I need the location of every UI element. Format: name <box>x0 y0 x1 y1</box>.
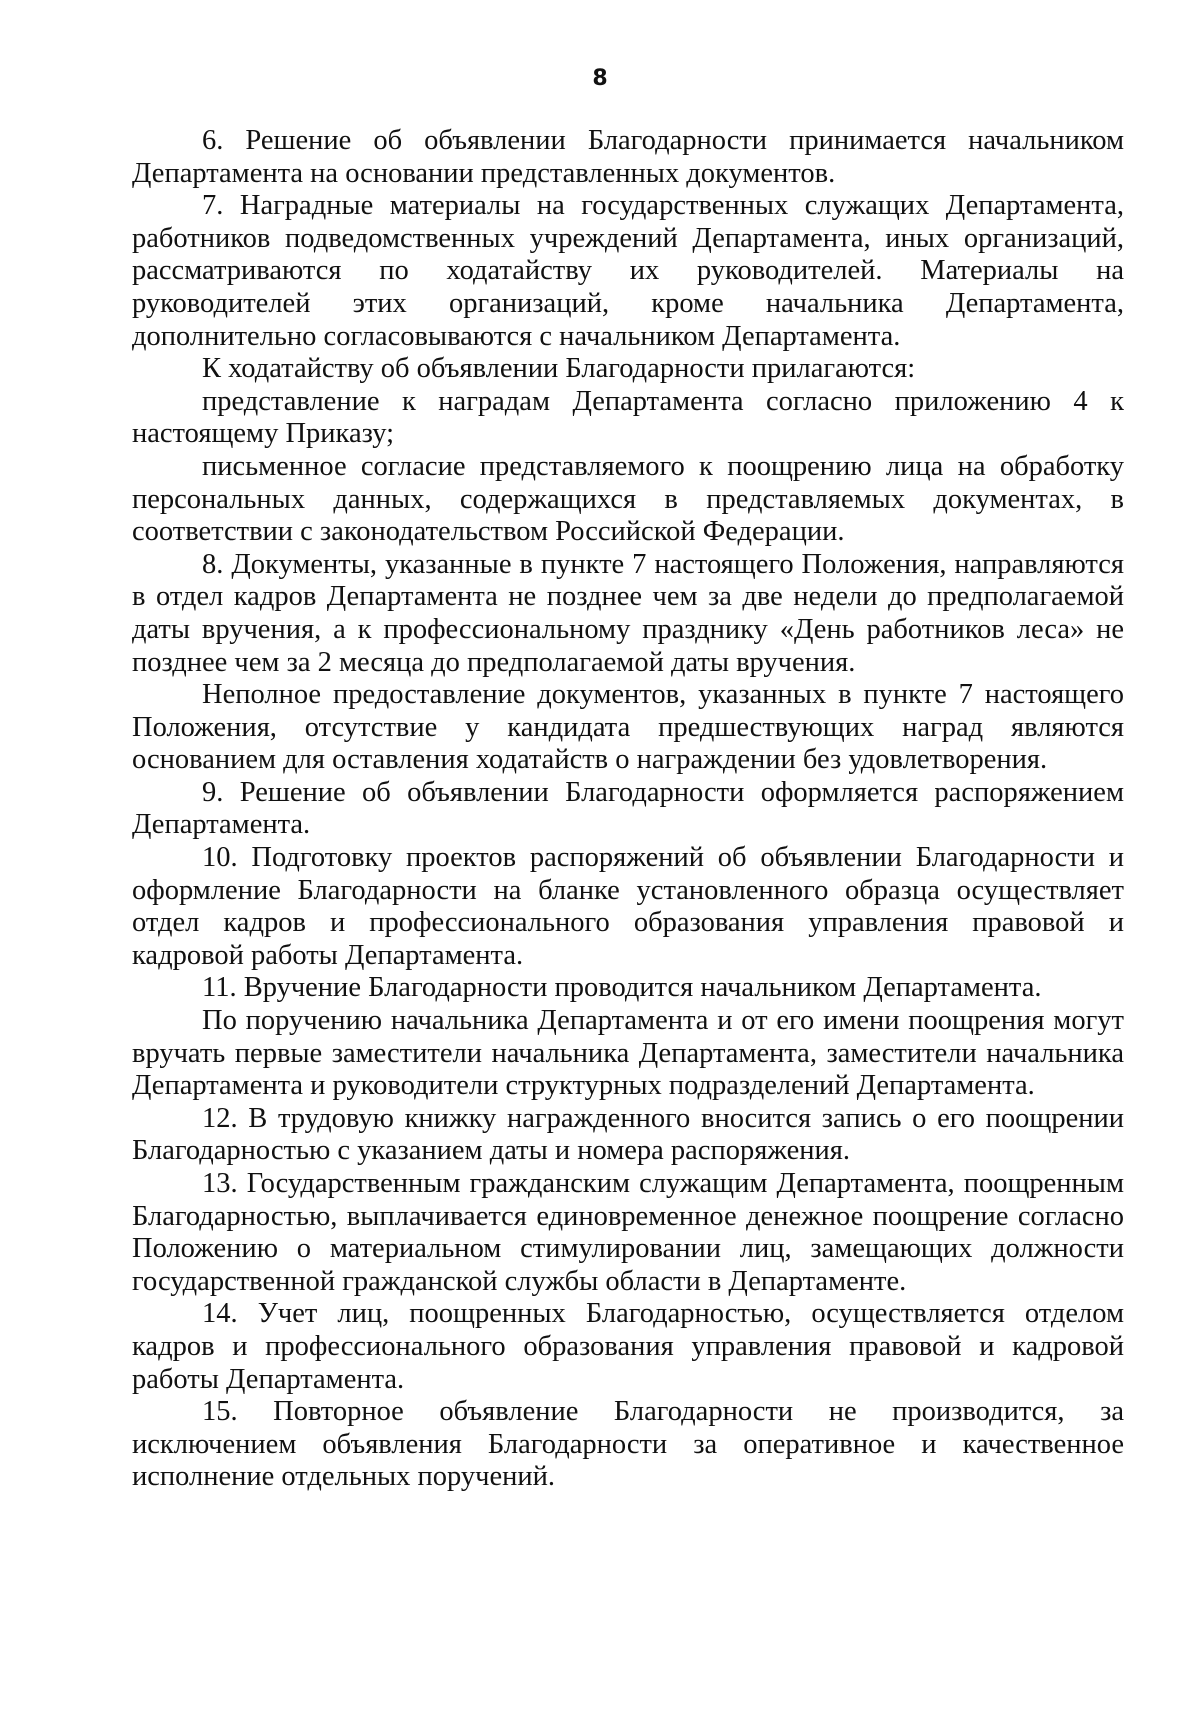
paragraph-6: 6. Решение об объявлении Благодарности принимается начальником Департамента на основании представленных документов. <box>132 125 1124 189</box>
paragraph-7-attachments-intro: К ходатайству об объявлении Благодарности прилагаются: <box>202 353 916 385</box>
paragraph-7: 7. Наградные материалы на государственных служащих Департамента, работников подведомственных учреждений Департамента, иных организаций, рассматриваются по ходатайству их руководителей. Материалы на руководителей этих организаций, кроме начальника Департамента, дополнительно согласовываются с начальником Департамента. <box>132 190 1124 352</box>
paragraph-14: 14. Учет лиц, поощренных Благодарностью, осуществляется отделом кадров и профессионального образования управления правовой и кадровой работы Департамента. <box>132 1298 1124 1395</box>
paragraph-15: 15. Повторное объявление Благодарности не производится, за исключением объявления Благодарности за оперативное и качественное исполнение отдельных поручений. <box>132 1396 1124 1493</box>
paragraph-11-note: По поручению начальника Департамента и от его имени поощрения могут вручать первые заместители начальника Департамента, заместители начальника Департамента и руководители структурных подразделений Департамента. <box>132 1005 1124 1102</box>
paragraph-11: 11. Вручение Благодарности проводится начальником Департамента. <box>202 972 1042 1004</box>
paragraph-13: 13. Государственным гражданским служащим Департамента, поощренным Благодарностью, выплачивается единовременное денежное поощрение согласно Положению о материальном стимулировании лиц, замещающих должности государственной гражданской службы области в Департаменте. <box>132 1168 1124 1297</box>
document-body <box>132 125 1124 1494</box>
paragraph-8-note: Неполное предоставление документов, указанных в пункте 7 настоящего Положения, отсутствие у кандидата предшествующих наград являются основанием для оставления ходатайств о награждении без удовлетворения. <box>132 679 1124 776</box>
paragraph-7-attachment-1: представление к наградам Департамента согласно приложению 4 к настоящему Приказу; <box>132 385 1124 450</box>
page-number: 8 <box>592 66 608 91</box>
paragraph-10: 10. Подготовку проектов распоряжений об объявлении Благодарности и оформление Благодарности на бланке установленного образца осуществляет отдел кадров и профессионального образования управления правовой и кадровой работы Департамента. <box>132 842 1124 971</box>
paragraph-12: 12. В трудовую книжку награжденного вносится запись о его поощрении Благодарностью с указанием даты и номера распоряжения. <box>132 1102 1124 1167</box>
paragraph-9: 9. Решение об объявлении Благодарности оформляется распоряжением Департамента. <box>132 776 1124 841</box>
paragraph-8: 8. Документы, указанные в пункте 7 настоящего Положения, направляются в отдел кадров Департамента не позднее чем за две недели до предполагаемой даты вручения, а к профессиональному празднику «День работников леса» не позднее чем за 2 месяца до предполагаемой даты вручения. <box>132 548 1124 678</box>
paragraph-7-attachment-2: письменное согласие представляемого к поощрению лица на обработку персональных данных, содержащихся в представляемых документах, в соответствии с законодательством Российской Федерации. <box>132 450 1124 548</box>
